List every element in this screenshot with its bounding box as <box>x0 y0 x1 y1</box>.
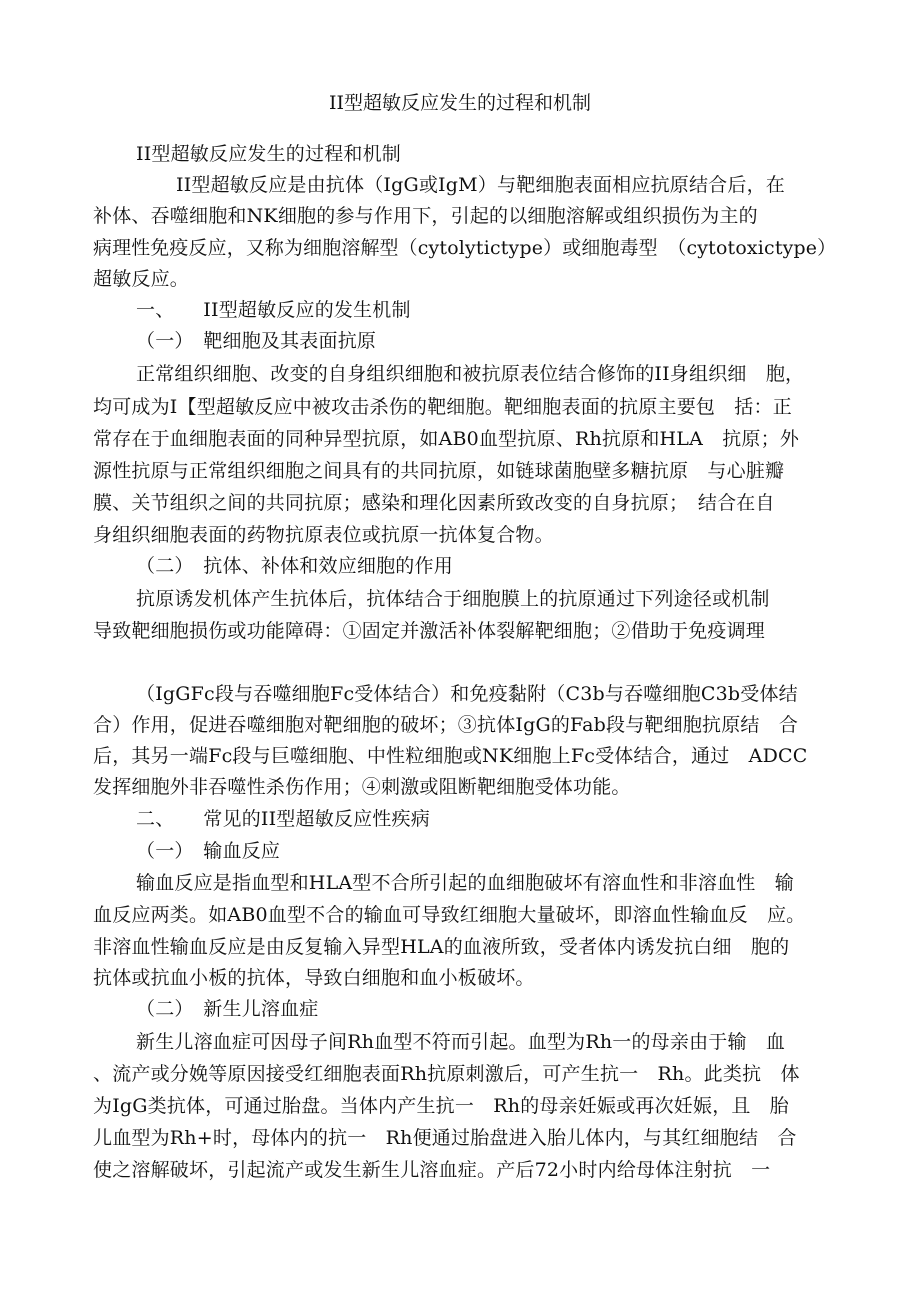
subsection-heading: （二） 抗体、补体和效应细胞的作用 <box>136 555 453 577</box>
subsection-heading: （一） 输血反应 <box>136 840 281 862</box>
paragraph-line: 新生儿溶血症可因母子间Rh血型不符而引起。血型为Rh一的母亲由于输 血 <box>136 1031 786 1053</box>
paragraph-line: （IgGFc段与吞噬细胞Fc受体结合）和免疫黏附（C3b与吞噬细胞C3b受体结 <box>136 683 798 705</box>
subsection-heading: （二） 新生儿溶血症 <box>136 998 319 1020</box>
paragraph-line: 抗体或抗血小板的抗体，导致白细胞和血小板破坏。 <box>93 967 535 989</box>
paragraph-line: 为IgG类抗体，可通过胎盘。当体内产生抗一 Rh的母亲妊娠或再次妊娠，且 胎 <box>93 1095 789 1117</box>
paragraph-line: 、流产或分娩等原因接受红细胞表面Rh抗原刺激后，可产生抗一 Rh。此类抗 体 <box>93 1063 800 1085</box>
paragraph-line: 儿血型为Rh+时，母体内的抗一 Rh便通过胎盘进入胎儿体内，与其红细胞结 合 <box>93 1127 797 1149</box>
paragraph-line: 抗原诱发机体产生抗体后，抗体结合于细胞膜上的抗原通过下列途径或机制 <box>136 588 770 610</box>
section-heading: 二、 常见的II型超敏反应性疾病 <box>136 808 430 830</box>
subsection-heading: （一） 靶细胞及其表面抗原 <box>136 330 377 352</box>
paragraph-line: 均可成为I【型超敏反应中被攻击杀伤的靶细胞。靶细胞表面的抗原主要包 括：正 <box>93 396 792 418</box>
paragraph-line: 合）作用，促进吞噬细胞对靶细胞的破坏；③抗体IgG的Fab段与靶细胞抗原结 合 <box>93 714 799 736</box>
paragraph-line: 身组织细胞表面的药物抗原表位或抗原一抗体复合物。 <box>93 524 554 546</box>
section-heading: 一、 II型超敏反应的发生机制 <box>136 299 411 321</box>
paragraph-line: 源性抗原与正常组织细胞之间具有的共同抗原，如链球菌胞壁多糖抗原 与心脏瓣 <box>93 460 785 482</box>
paragraph-line: 使之溶解破坏，引起流产或发生新生儿溶血症。产后72小时内给母体注射抗 一 <box>93 1159 771 1181</box>
paragraph-line: 输血反应是指血型和HLA型不合所引起的血细胞破坏有溶血性和非溶血性 输 <box>136 872 794 894</box>
paragraph-line: 膜、关节组织之间的共同抗原；感染和理化因素所致改变的自身抗原； 结合在自 <box>93 492 775 514</box>
paragraph-line: 导致靶细胞损伤或功能障碍：①固定并激活补体裂解靶细胞；②借助于免疫调理 <box>93 620 766 642</box>
paragraph-line: 血反应两类。如AB0血型不合的输血可导致红细胞大量破坏，即溶血性输血反 应。 <box>93 904 806 926</box>
paragraph-line: 发挥细胞外非吞噬性杀伤作用；④刺激或阻断靶细胞受体功能。 <box>93 776 631 798</box>
paragraph-line: 正常组织细胞、改变的自身组织细胞和被抗原表位结合修饰的II身组织细 胞， <box>136 363 805 385</box>
paragraph-line: 非溶血性输血反应是由反复输入异型HLA的血液所致，受者体内诱发抗白细 胞的 <box>93 936 790 958</box>
paragraph-line: II型超敏反应是由抗体（IgG或IgM）与靶细胞表面相应抗原结合后，在 <box>176 174 785 196</box>
document-title: II型超敏反应发生的过程和机制 <box>328 92 591 114</box>
paragraph-line: 补体、吞噬细胞和NK细胞的参与作用下，引起的以细胞溶解或组织损伤为主的 <box>93 205 758 227</box>
section-heading: II型超敏反应发生的过程和机制 <box>136 143 402 165</box>
paragraph-line: 病理性免疫反应，又称为细胞溶解型（cytolytictype）或细胞毒型 （cytotoxictype） <box>93 237 837 259</box>
paragraph-line: 后，其另一端Fc段与巨噬细胞、中性粒细胞或NK细胞上Fc受体结合，通过 ADCC <box>93 745 808 767</box>
paragraph-line: 常存在于血细胞表面的同种异型抗原，如AB0血型抗原、Rh抗原和HLA 抗原；外 <box>93 428 800 450</box>
paragraph-line: 超敏反应。 <box>93 268 190 290</box>
